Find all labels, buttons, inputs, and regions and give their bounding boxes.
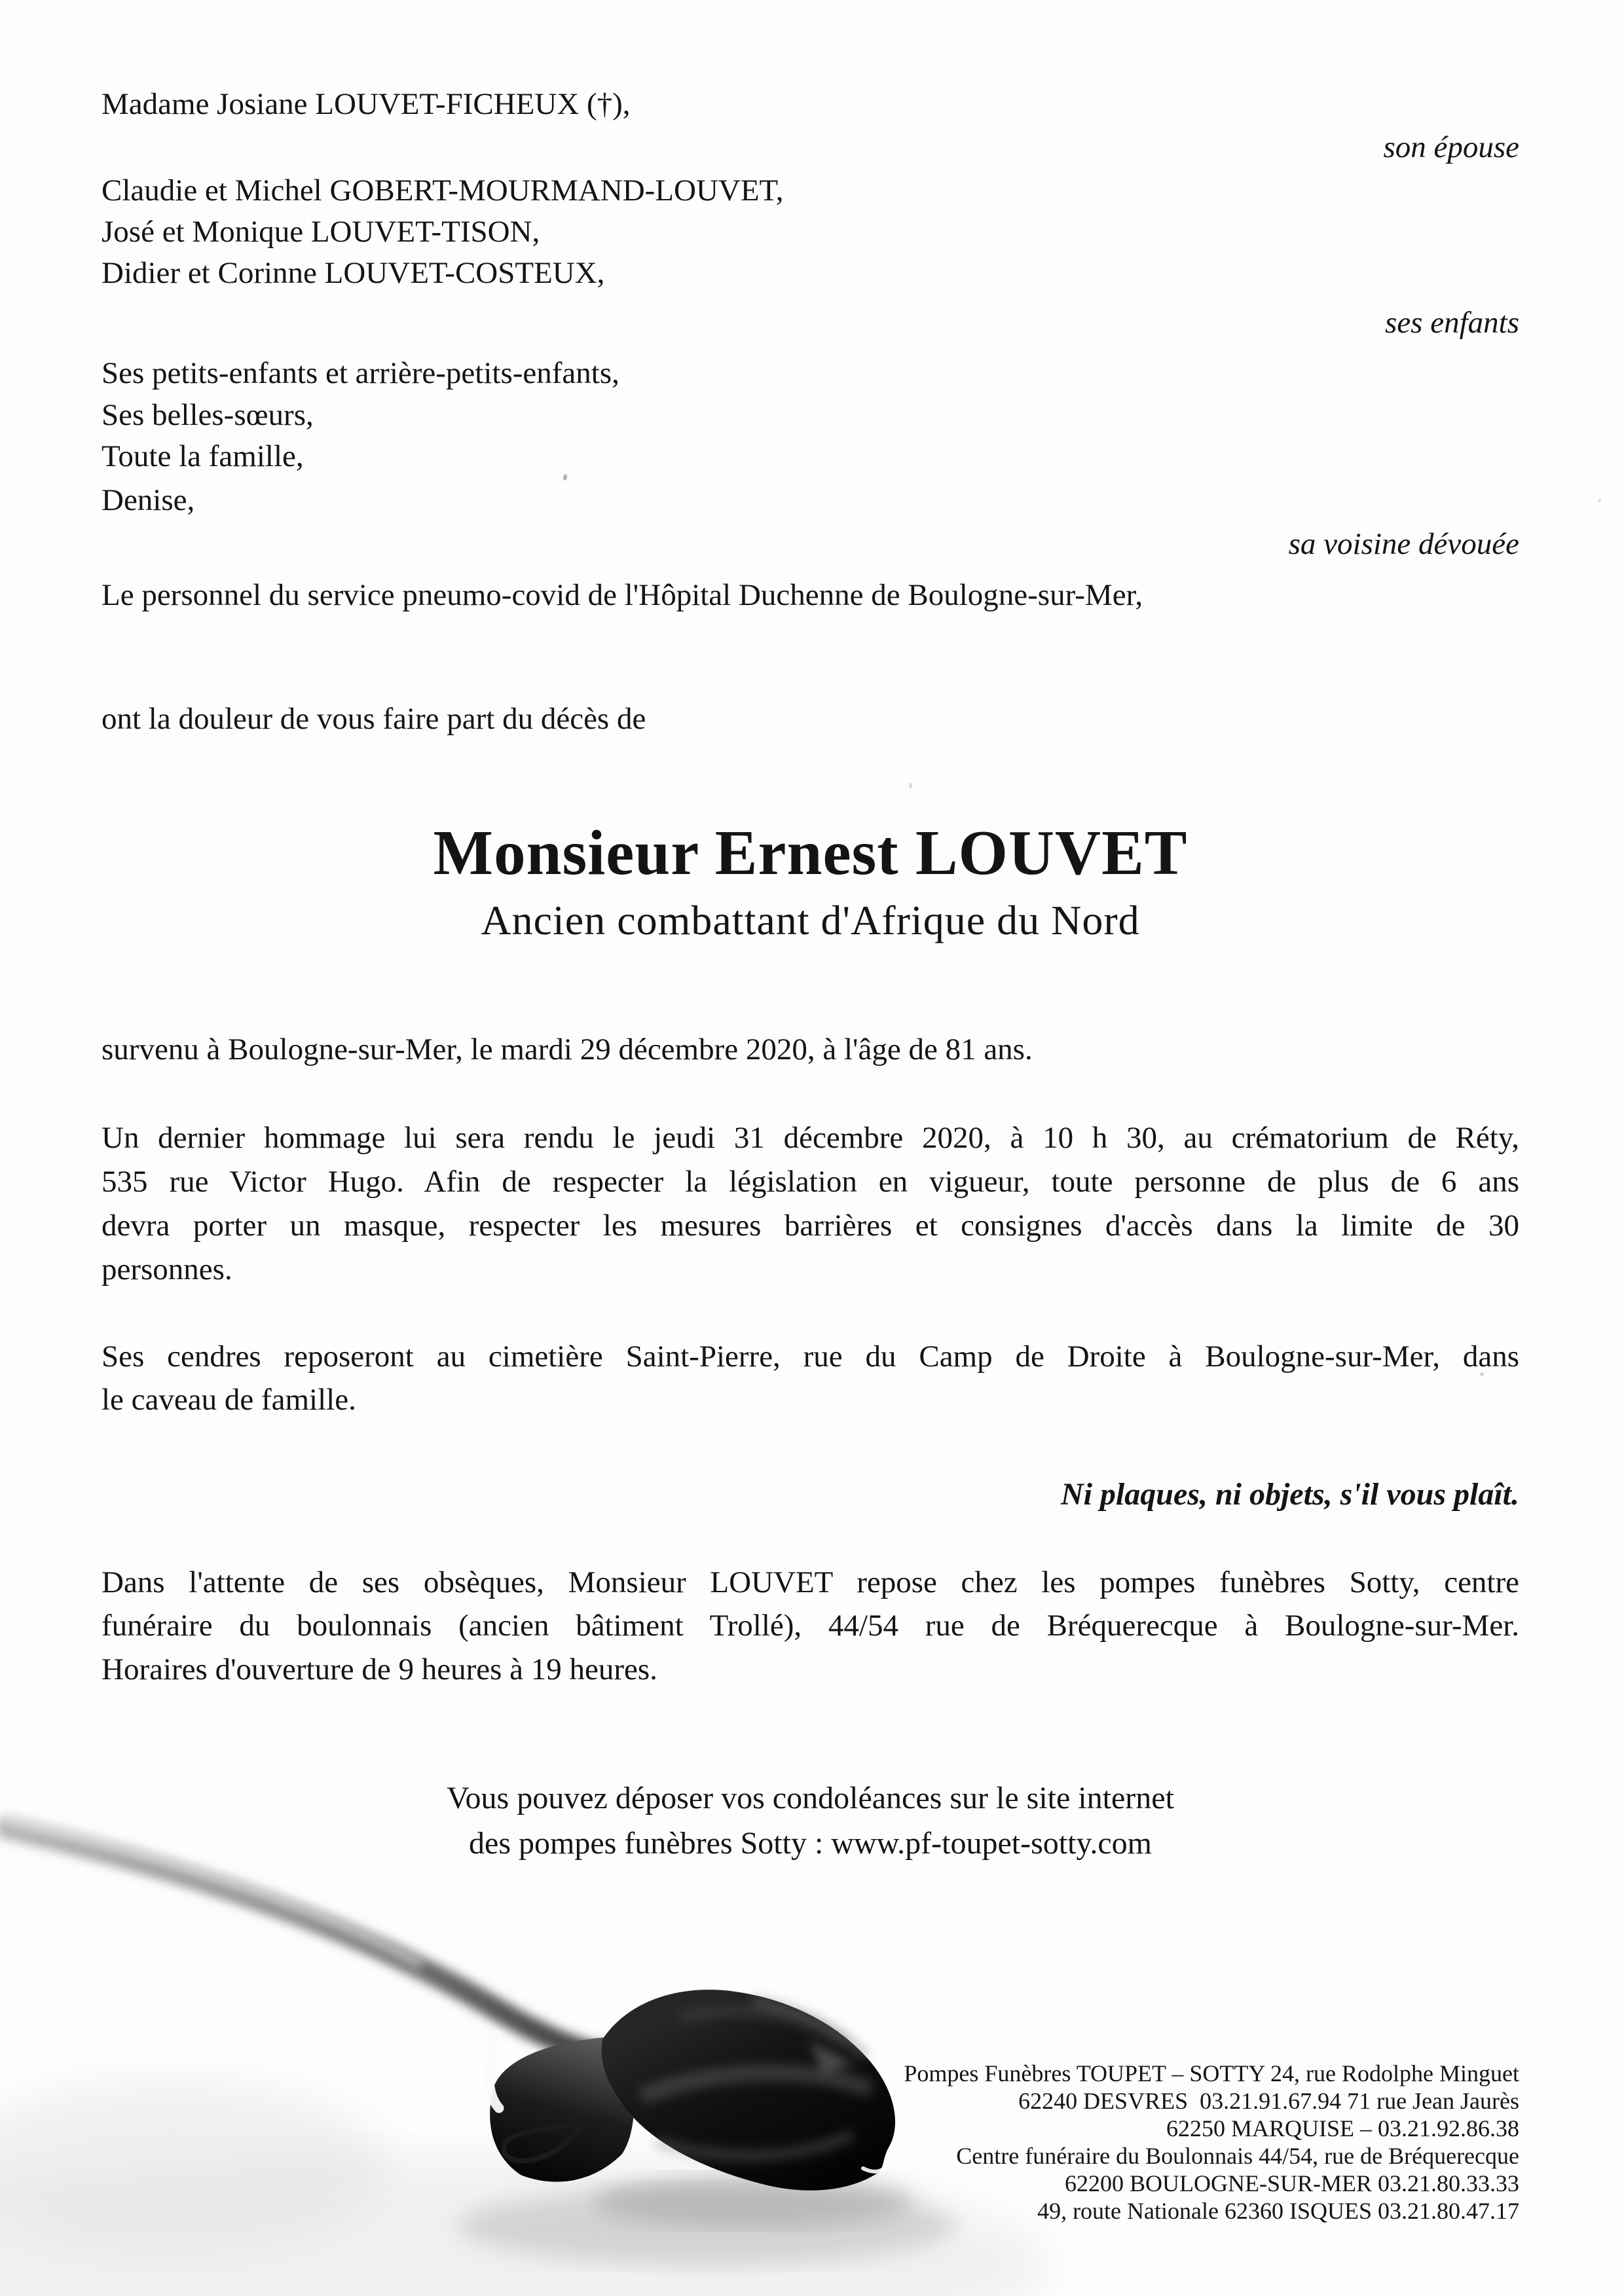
condolences-line: des pompes funèbres Sotty : www.pf-toupet-sotty.com: [469, 1826, 1152, 1861]
staff-line: Le personnel du service pneumo-covid de l'Hôpital Duchenne de Boulogne-sur-Mer,: [101, 578, 1143, 612]
family-line: Ses petits-enfants et arrière-petits-enfants,: [101, 356, 619, 390]
condolences-line: Vous pouvez déposer vos condoléances sur le site internet: [447, 1781, 1174, 1815]
ceremony-line: 535 rue Victor Hugo. Afin de respecter la législation en vigueur, toute personne de plus de 6 ans: [101, 1165, 1519, 1199]
widow-line: Madame Josiane LOUVET-FICHEUX (†),: [101, 87, 631, 121]
funeral-home-line: Pompes Funèbres TOUPET – SOTTY 24, rue Rodolphe Minguet: [904, 2060, 1519, 2086]
funeral-home-line: Centre funéraire du Boulonnais 44/54, rue de Bréquerecque: [956, 2143, 1519, 2169]
children-line: José et Monique LOUVET-TISON,: [101, 215, 540, 249]
ceremony-line: devra porter un masque, respecter les mesures barrières et consignes d'accès dans la limite de 30: [101, 1209, 1519, 1243]
children-line: Claudie et Michel GOBERT-MOURMAND-LOUVET,: [101, 173, 784, 208]
repose-line: Dans l'attente de ses obsèques, Monsieur LOUVET repose chez les pompes funèbres Sotty, centre: [101, 1565, 1519, 1599]
scan-speck: [1598, 499, 1601, 502]
ceremony-line: Un dernier hommage lui sera rendu le jeudi 31 décembre 2020, à 10 h 30, au crématorium de Réty,: [101, 1121, 1519, 1155]
funeral-home-line: 62240 DESVRES 03.21.91.67.94 71 rue Jean Jaurès: [1018, 2088, 1519, 2114]
request-line: Ni plaques, ni objets, s'il vous plaît.: [1060, 1477, 1519, 1512]
children-label: ses enfants: [1385, 306, 1519, 340]
family-line: Denise,: [101, 483, 195, 517]
scan-speck: [909, 783, 912, 788]
repose-line: funéraire du boulonnais (ancien bâtiment Trollé), 44/54 rue de Bréquerecque à Boulogne-sur-Mer.: [101, 1609, 1519, 1643]
funeral-home-line: 62250 MARQUISE – 03.21.92.86.38: [1166, 2115, 1519, 2141]
ashes-line: le caveau de famille.: [101, 1383, 356, 1417]
ashes-line: Ses cendres reposeront au cimetière Saint-Pierre, rue du Camp de Droite à Boulogne-sur-Mer, dans: [101, 1339, 1519, 1374]
spouse-label: son épouse: [1383, 130, 1519, 164]
family-line: Toute la famille,: [101, 439, 304, 473]
deceased-name: Monsieur Ernest LOUVET: [433, 818, 1188, 888]
death-line: survenu à Boulogne-sur-Mer, le mardi 29 décembre 2020, à l'âge de 81 ans.: [101, 1032, 1033, 1066]
funeral-home-line: 49, route Nationale 62360 ISQUES 03.21.80.47.17: [1037, 2198, 1519, 2224]
neighbor-label: sa voisine dévouée: [1288, 527, 1519, 561]
family-line: Ses belles-sœurs,: [101, 398, 314, 432]
ceremony-line: personnes.: [101, 1252, 232, 1286]
children-line: Didier et Corinne LOUVET-COSTEUX,: [101, 256, 605, 290]
funeral-home-line: 62200 BOULOGNE-SUR-MER 03.21.80.33.33: [1064, 2170, 1519, 2196]
deceased-subtitle: Ancien combattant d'Afrique du Nord: [481, 897, 1140, 943]
repose-line: Horaires d'ouverture de 9 heures à 19 heures.: [101, 1652, 657, 1686]
intro-line: ont la douleur de vous faire part du décès de: [101, 702, 646, 736]
